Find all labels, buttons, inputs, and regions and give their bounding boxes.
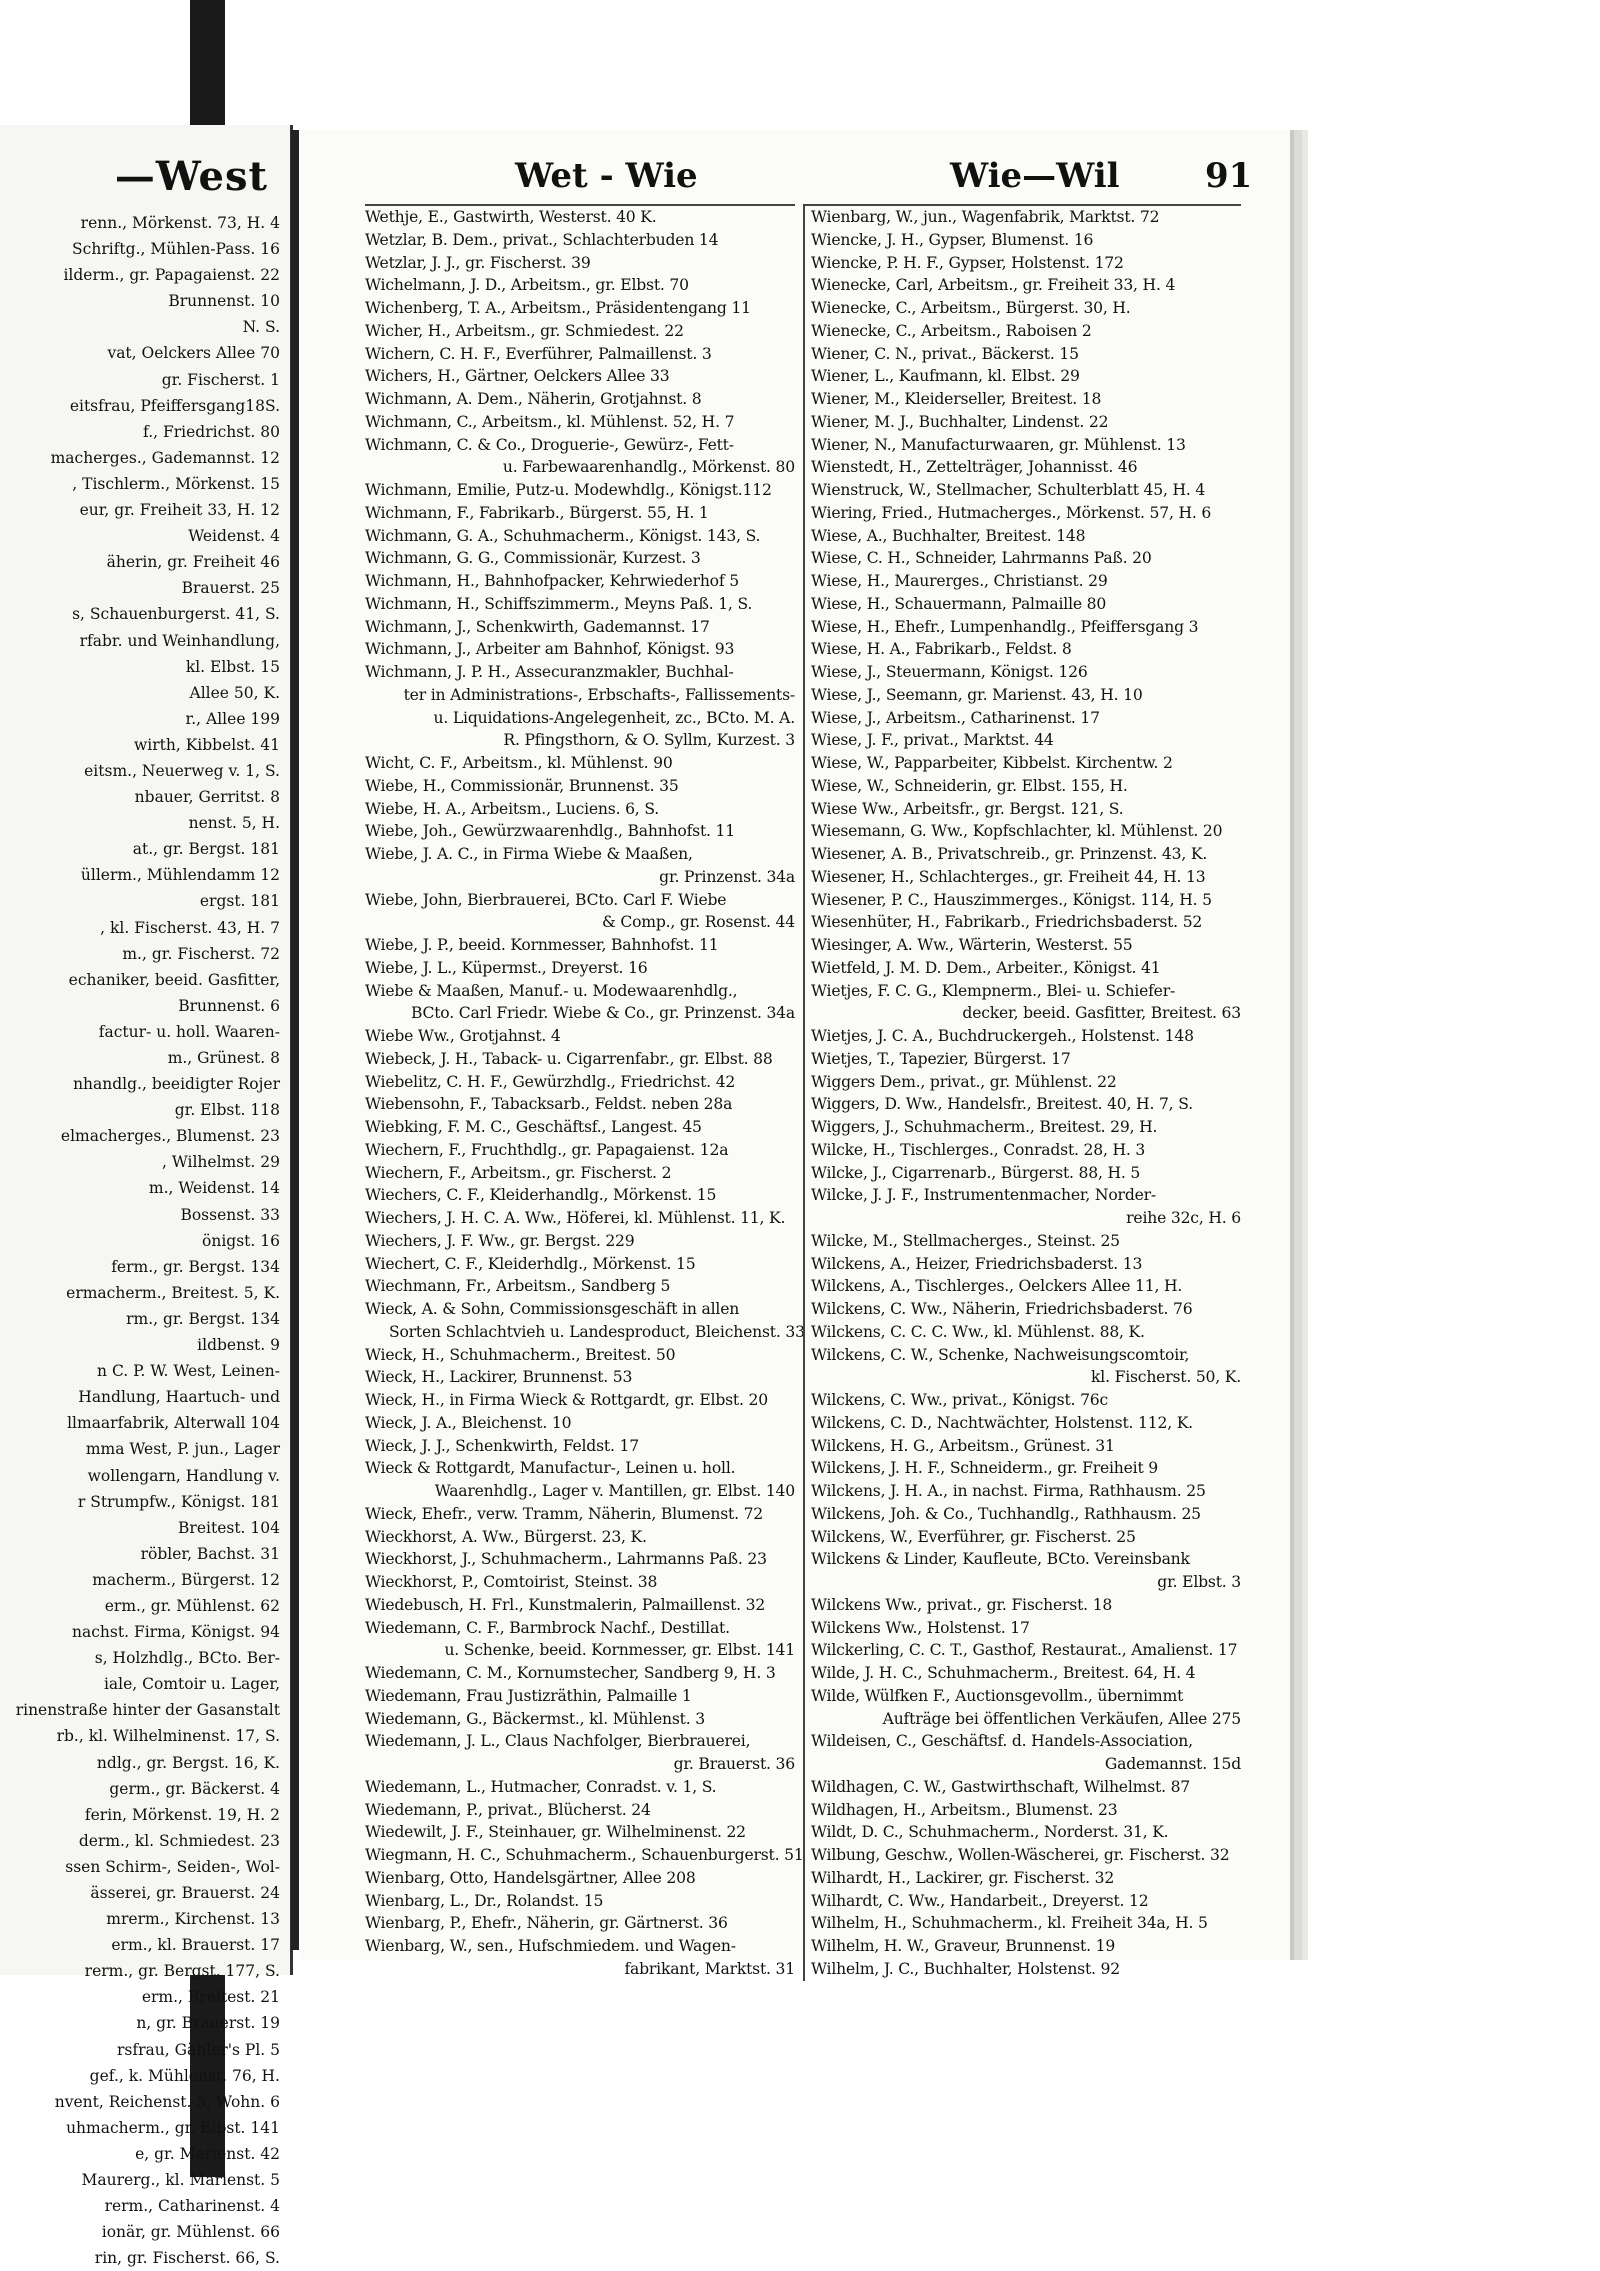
directory-entry: Wieck, H., Lackirer, Brunnenst. 53 xyxy=(365,1368,633,1387)
directory-entry: Wiese, J. F., privat., Marktst. 44 xyxy=(811,731,1054,750)
directory-entry: Wiggers, J., Schuhmacherm., Breitest. 29, H. xyxy=(811,1118,1158,1136)
directory-entry: Wiebe, J. L., Küpermst., Dreyerst. 16 xyxy=(365,958,648,977)
directory-entry: nbauer, Gerritst. 8 xyxy=(134,788,280,807)
directory-entry: r Strumpfw., Königst. 181 xyxy=(77,1492,280,1511)
directory-entry: Wiesener, P. C., Hauszimmerges., Königst. 114, H. 5 xyxy=(811,890,1212,909)
directory-entry: s, Schauenburgerst. 41, S. xyxy=(72,605,280,624)
directory-entry: rfabr. und Weinhandlung, xyxy=(79,631,280,650)
directory-entry: Wiechern, F., Fruchthdlg., gr. Papagaienst. 12a xyxy=(365,1140,729,1159)
directory-entry: Wieckhorst, J., Schuhmacherm., Lahrmanns Paß. 23 xyxy=(365,1550,767,1569)
directory-entry: Wiechers, J. F. Ww., gr. Bergst. 229 xyxy=(365,1231,635,1250)
directory-entry: m., Grünest. 8 xyxy=(167,1049,280,1067)
directory-entry: Wilde, Wülfken F., Auctionsgevollm., übernimmt xyxy=(811,1686,1184,1705)
directory-entry: Wiedemann, C. F., Barmbrock Nachf., Destillat. xyxy=(365,1618,730,1637)
directory-entry: Wieck, J. J., Schenkwirth, Feldst. 17 xyxy=(365,1436,639,1455)
directory-entry: Wiedemann, G., Bäckermst., kl. Mühlenst. 3 xyxy=(365,1709,705,1728)
directory-entry: rsfrau, Gähler's Pl. 5 xyxy=(117,2040,280,2059)
directory-entry: Wilcke, H., Tischlerges., Conradst. 28, H. 3 xyxy=(811,1140,1146,1159)
directory-entry: u. Farbewaarenhandlg., Mörkenst. 80 xyxy=(502,458,795,477)
directory-entry: Wiener, C. N., privat., Bäckerst. 15 xyxy=(811,344,1079,363)
directory-entry: Wietfeld, J. M. D. Dem., Arbeiter., Königst. 41 xyxy=(811,958,1161,977)
directory-entry: erm., gr. Mühlenst. 62 xyxy=(104,1596,280,1615)
directory-entry: ssen Schirm-, Seiden-, Wol- xyxy=(65,1857,280,1876)
directory-entry: ässerei, gr. Brauerst. 24 xyxy=(90,1884,280,1902)
directory-entry: Wilhelm, H. W., Graveur, Brunnenst. 19 xyxy=(811,1937,1116,1955)
directory-entry: Wiechern, F., Arbeitsm., gr. Fischerst. 2 xyxy=(365,1163,672,1182)
directory-entry: röbler, Bachst. 31 xyxy=(140,1544,280,1563)
directory-entry: Wiedewilt, J. F., Steinhauer, gr. Wilhelminenst. 22 xyxy=(365,1823,746,1842)
directory-entry: Wieck, H., Schuhmacherm., Breitest. 50 xyxy=(365,1345,676,1364)
directory-entry: ergst. 181 xyxy=(199,892,280,911)
directory-entry: rerm., Catharinenst. 4 xyxy=(104,2197,280,2216)
directory-entry: wirth, Kibbelst. 41 xyxy=(134,735,280,754)
directory-entry: Wilckens, W., Everführer, gr. Fischerst. 25 xyxy=(811,1527,1136,1546)
directory-entry: ildbenst. 9 xyxy=(197,1336,280,1355)
directory-entry: macherges., Gademannst. 12 xyxy=(50,448,280,467)
directory-entry: Wiener, L., Kaufmann, kl. Elbst. 29 xyxy=(811,367,1080,386)
directory-entry: BCto. Carl Friedr. Wiebe & Co., gr. Prinzenst. 34a xyxy=(410,1004,795,1023)
directory-entry: Wiesinger, A. Ww., Wärterin, Westerst. 55 xyxy=(811,936,1133,954)
directory-entry: Wichmann, H., Bahnhofpacker, Kehrwiederhof 5 xyxy=(365,572,739,590)
directory-entry: Wiebe Ww., Grotjahnst. 4 xyxy=(365,1027,561,1045)
directory-entry: iale, Comtoir u. Lager, xyxy=(103,1675,280,1694)
directory-entry: e, gr. Marienst. 42 xyxy=(135,2144,280,2163)
directory-entry: elmacherges., Blumenst. 23 xyxy=(60,1127,280,1146)
directory-entry: Wiggers Dem., privat., gr. Mühlenst. 22 xyxy=(811,1072,1117,1091)
directory-entry: factur- u. holl. Waaren- xyxy=(98,1022,280,1041)
directory-column-left xyxy=(365,204,805,1981)
directory-entry: Wiedebusch, H. Frl., Kunstmalerin, Palmaillenst. 32 xyxy=(365,1595,766,1614)
directory-entry: Wienecke, C., Arbeitsm., Raboisen 2 xyxy=(811,321,1092,340)
directory-entry: üllerm., Mühlendamm 12 xyxy=(80,866,280,885)
directory-entry: gr. Fischerst. 1 xyxy=(161,370,280,389)
directory-entry: Aufträge bei öffentlichen Verkäufen, Allee 275 xyxy=(882,1709,1241,1728)
directory-entry: decker, beeid. Gasfitter, Breitest. 63 xyxy=(962,1004,1241,1023)
directory-entry: Wichmann, J. P. H., Assecuranzmakler, Buchhal- xyxy=(365,663,734,681)
directory-entry: , kl. Fischerst. 43, H. 7 xyxy=(100,918,280,937)
directory-entry: Wilhardt, C. Ww., Handarbeit., Dreyerst. 12 xyxy=(811,1891,1149,1910)
directory-entry: Wilckens, Joh. & Co., Tuchhandlg., Rathhausm. 25 xyxy=(811,1504,1201,1523)
directory-entry: gr. Brauerst. 36 xyxy=(673,1755,795,1773)
directory-entry: Wilckens, C. Ww., Näherin, Friedrichsbaderst. 76 xyxy=(811,1300,1193,1318)
directory-entry: Wietjes, T., Tapezier, Bürgerst. 17 xyxy=(811,1049,1071,1068)
directory-entry: Wiebeck, J. H., Taback- u. Cigarrenfabr., gr. Elbst. 88 xyxy=(365,1049,773,1068)
directory-entry: kl. Elbst. 15 xyxy=(185,657,280,676)
directory-entry: ferin, Mörkenst. 19, H. 2 xyxy=(84,1805,280,1824)
directory-entry: Sorten Schlachtvieh u. Landesproduct, Bleichenst. 33 xyxy=(389,1322,805,1341)
directory-entry: Wietjes, J. C. A., Buchdruckergeh., Holstenst. 148 xyxy=(811,1027,1194,1045)
directory-entry: Wienecke, C., Arbeitsm., Bürgerst. 30, H. xyxy=(811,299,1131,317)
directory-entry: Wienecke, Carl, Arbeitsm., gr. Freiheit 33, H. 4 xyxy=(811,276,1176,295)
left-page xyxy=(0,125,293,2268)
directory-entry: s, Holzhdlg., BCto. Ber- xyxy=(94,1649,280,1668)
directory-entry: Wiese, H. A., Fabrikarb., Feldst. 8 xyxy=(811,640,1072,659)
directory-entry: Wichmann, H., Schiffszimmerm., Meyns Paß. 1, S. xyxy=(365,594,753,613)
directory-entry: Wetzlar, J. J., gr. Fischerst. 39 xyxy=(365,253,591,272)
directory-entry: ndlg., gr. Bergst. 16, K. xyxy=(96,1753,280,1772)
directory-entry: reihe 32c, H. 6 xyxy=(1126,1209,1241,1227)
directory-entry: Wilhelm, J. C., Buchhalter, Holstenst. 92 xyxy=(811,1959,1120,1978)
directory-entry: Wicher, H., Arbeitsm., gr. Schmiedest. 22 xyxy=(365,321,684,340)
directory-entry: Wilckens & Linder, Kaufleute, BCto. Vereinsbank xyxy=(811,1550,1190,1569)
directory-entry: Wienbarg, L., Dr., Rolandst. 15 xyxy=(365,1891,604,1910)
directory-entry: Wiebe & Maaßen, Manuf.- u. Modewaarenhdlg., xyxy=(365,981,738,1000)
directory-entry: Wilde, J. H. C., Schuhmacherm., Breitest. 64, H. 4 xyxy=(811,1664,1196,1682)
directory-entry: Brunnenst. 10 xyxy=(168,292,280,311)
directory-entry: Wienbarg, Otto, Handelsgärtner, Allee 208 xyxy=(365,1868,696,1887)
directory-entry: Wiebelitz, C. H. F., Gewürzhdlg., Friedrichst. 42 xyxy=(365,1072,736,1091)
directory-entry: Breitest. 104 xyxy=(178,1518,280,1537)
directory-entry: Wichmann, J., Schenkwirth, Gademannst. 17 xyxy=(365,617,710,636)
directory-entry: Wilcke, J., Cigarrenarb., Bürgerst. 88, H. 5 xyxy=(811,1163,1141,1182)
directory-entry: Wiese, J., Seemann, gr. Marienst. 43, H. 10 xyxy=(811,685,1143,704)
directory-entry: Wichmann, G. A., Schuhmacherm., Königst. 143, S. xyxy=(365,526,761,545)
directory-entry: Wilckens, A., Tischlerges., Oelckers Allee 11, H. xyxy=(811,1277,1183,1296)
directory-entry: at., gr. Bergst. 181 xyxy=(132,840,280,859)
directory-entry: Wichmann, G. G., Commissionär, Kurzest. 3 xyxy=(365,549,701,568)
directory-entry: Wilcke, J. J. F., Instrumentenmacher, Norder- xyxy=(811,1186,1156,1205)
directory-entry: Wilckens, C. D., Nachtwächter, Holstenst. 112, K. xyxy=(811,1413,1193,1432)
directory-entry: Wiese, J., Steuermann, Königst. 126 xyxy=(811,663,1088,681)
directory-entry: Wiese, W., Schneiderin, gr. Elbst. 155, H. xyxy=(811,776,1128,795)
directory-entry: & Comp., gr. Rosenst. 44 xyxy=(601,913,795,932)
directory-entry: germ., gr. Bäckerst. 4 xyxy=(109,1779,280,1798)
directory-entry: Wiesener, H., Schlachterges., gr. Freiheit 44, H. 13 xyxy=(811,867,1206,886)
directory-entry: Wilcke, M., Stellmacherges., Steinst. 25 xyxy=(811,1231,1120,1250)
directory-entry: Wienstruck, W., Stellmacher, Schulterblatt 45, H. 4 xyxy=(811,481,1206,499)
directory-entry: Wiesenhüter, H., Fabrikarb., Friedrichsbaderst. 52 xyxy=(811,913,1203,932)
directory-entry: Allee 50, K. xyxy=(189,683,280,702)
directory-entry: Wilbung, Geschw., Wollen-Wäscherei, gr. Fischerst. 32 xyxy=(811,1846,1230,1864)
directory-entry: Wilckens, A., Heizer, Friedrichsbaderst. 13 xyxy=(811,1254,1143,1273)
directory-entry: Wiener, M., Kleiderseller, Breitest. 18 xyxy=(811,390,1102,408)
directory-entry: Wieck, J. A., Bleichenst. 10 xyxy=(365,1413,572,1432)
directory-entry: Wichmann, C. & Co., Droguerie-, Gewürz-, Fett- xyxy=(365,435,734,454)
directory-entry: Wildhagen, C. W., Gastwirthschaft, Wilhelmst. 87 xyxy=(811,1777,1191,1796)
directory-entry: u. Liquidations-Angelegenheit, zc., BCto. M. A. xyxy=(433,708,795,727)
directory-entry: Gademannst. 15d xyxy=(1104,1755,1241,1773)
directory-entry: Wichern, C. H. F., Everführer, Palmaillenst. 3 xyxy=(365,344,712,363)
directory-entry: Wichenberg, T. A., Arbeitsm., Präsidentengang 11 xyxy=(365,299,751,317)
directory-entry: m., Weidenst. 14 xyxy=(148,1179,280,1198)
left-page-heading: —West xyxy=(114,153,268,200)
directory-entry: Wiedemann, J. L., Claus Nachfolger, Bierbrauerei, xyxy=(365,1732,751,1751)
directory-entry: Wiencke, J. H., Gypser, Blumenst. 16 xyxy=(811,230,1094,249)
directory-entry: Wildhagen, H., Arbeitsm., Blumenst. 23 xyxy=(811,1800,1118,1819)
directory-entry: Brauerst. 25 xyxy=(181,579,280,598)
directory-entry: , Tischlerm., Mörkenst. 15 xyxy=(72,474,280,493)
directory-entry: Brunnenst. 6 xyxy=(178,996,280,1015)
directory-entry: macherm., Bürgerst. 12 xyxy=(92,1570,280,1589)
directory-entry: Wiggers, D. Ww., Handelsfr., Breitest. 40, H. 7, S. xyxy=(811,1095,1193,1114)
directory-entry: renn., Mörkenst. 73, H. 4 xyxy=(80,214,280,232)
directory-entry: Wieckhorst, A. Ww., Bürgerst. 23, K. xyxy=(365,1527,647,1546)
directory-entry: gr. Elbst. 3 xyxy=(1157,1573,1241,1591)
directory-entry: Wilckens, C. C. C. Ww., kl. Mühlenst. 88, K. xyxy=(811,1322,1145,1341)
directory-entry: rb., kl. Wilhelminenst. 17, S. xyxy=(56,1727,280,1746)
directory-entry: rinenstraße hinter der Gasanstalt xyxy=(15,1701,280,1720)
directory-entry: n C. P. W. West, Leinen- xyxy=(97,1362,280,1381)
page-heading-left: Wet - Wie xyxy=(515,156,698,196)
directory-entry: Maurerg., kl. Marienst. 5 xyxy=(81,2171,280,2190)
directory-entry: önigst. 16 xyxy=(202,1231,280,1250)
directory-entry: Wilckerling, C. C. T., Gasthof, Restaurat., Amalienst. 17 xyxy=(811,1641,1238,1660)
directory-entry: ermacherm., Breitest. 5, K. xyxy=(66,1283,280,1302)
left-page-entries xyxy=(0,210,280,2271)
directory-entry: R. Pfingsthorn, & O. Syllm, Kurzest. 3 xyxy=(503,731,795,750)
page-heading-right: Wie—Wil xyxy=(950,156,1120,196)
directory-entry: Wichmann, F., Fabrikarb., Bürgerst. 55, H. 1 xyxy=(365,503,709,522)
directory-entry: Wiese, H., Ehefr., Lumpenhandlg., Pfeiffersgang 3 xyxy=(811,617,1199,636)
directory-entry: Wiebensohn, F., Tabacksarb., Feldst. neben 28a xyxy=(365,1095,733,1114)
directory-entry: Wiesener, A. B., Privatschreib., gr. Prinzenst. 43, K. xyxy=(811,845,1208,863)
directory-entry: Wienbarg, W., jun., Wagenfabrik, Marktst. 72 xyxy=(811,208,1160,226)
directory-entry: Wieck, Ehefr., verw. Tramm, Näherin, Blumenst. 72 xyxy=(365,1504,764,1523)
directory-entry: erm., Breitest. 21 xyxy=(141,1988,280,2007)
directory-entry: Wietjes, F. C. G., Klempnerm., Blei- u. Schiefer- xyxy=(811,981,1176,1000)
directory-entry: Wilhelm, H., Schuhmacherm., kl. Freiheit 34a, H. 5 xyxy=(811,1914,1208,1933)
directory-entry: Wiese, A., Buchhalter, Breitest. 148 xyxy=(811,526,1086,545)
directory-entry: Wienbarg, W., sen., Hufschmiedem. und Wagen- xyxy=(365,1937,736,1955)
directory-entry: echaniker, beeid. Gasfitter, xyxy=(68,970,280,989)
directory-entry: ter in Administrations-, Erbschafts-, Fallissements- xyxy=(403,685,795,704)
directory-entry: Handlung, Haartuch- und xyxy=(78,1388,280,1407)
directory-entry: , Wilhelmst. 29 xyxy=(162,1153,280,1172)
directory-entry: rerm., gr. Bergst. 177, S. xyxy=(84,1962,280,1981)
directory-entry: Weidenst. 4 xyxy=(188,527,280,546)
directory-entry: Wiebe, H., Commissionär, Brunnenst. 35 xyxy=(365,776,679,795)
directory-entry: ionär, gr. Mühlenst. 66 xyxy=(101,2223,280,2242)
directory-entry: wollengarn, Handlung v. xyxy=(87,1466,280,1485)
directory-entry: uhmacherm., gr. Elbst. 141 xyxy=(66,2118,280,2137)
page-number: 91 xyxy=(1205,156,1253,196)
directory-entry: Wiese, H., Schauermann, Palmaille 80 xyxy=(811,594,1107,613)
directory-column-right xyxy=(803,204,1241,1981)
directory-entry: Wienbarg, P., Ehefr., Näherin, gr. Gärtnerst. 36 xyxy=(365,1914,728,1933)
directory-entry: kl. Fischerst. 50, K. xyxy=(1091,1368,1241,1387)
directory-entry: eur, gr. Freiheit 33, H. 12 xyxy=(79,501,280,520)
directory-entry: r., Allee 199 xyxy=(185,709,280,728)
directory-entry: eitsm., Neuerweg v. 1, S. xyxy=(84,761,280,780)
directory-entry: Wieck, A. & Sohn, Commissionsgeschäft in allen xyxy=(365,1300,740,1318)
directory-entry: Wilckens, H. G., Arbeitsm., Grünest. 31 xyxy=(811,1436,1115,1455)
directory-entry: Wiesemann, G. Ww., Kopfschlachter, kl. Mühlenst. 20 xyxy=(811,822,1223,841)
directory-entry: nachst. Firma, Königst. 94 xyxy=(72,1623,280,1642)
directory-entry: f., Friedrichst. 80 xyxy=(143,422,280,441)
directory-entry: Wichers, H., Gärtner, Oelckers Allee 33 xyxy=(365,367,670,386)
directory-entry: Wiebe, John, Bierbrauerei, BCto. Carl F. Wiebe xyxy=(365,890,727,909)
directory-entry: Schriftg., Mühlen-Pass. 16 xyxy=(72,240,280,259)
directory-entry: Wiechmann, Fr., Arbeitsm., Sandberg 5 xyxy=(365,1277,671,1296)
directory-entry: Wilckens, J. H. F., Schneiderm., gr. Freiheit 9 xyxy=(811,1459,1158,1478)
directory-entry: nhandlg., beeidigter Rojer xyxy=(73,1075,280,1094)
directory-entry: Waarenhdlg., Lager v. Mantillen, gr. Elbst. 140 xyxy=(434,1482,795,1500)
directory-entry: Wiechert, C. F., Kleiderhdlg., Mörkenst. 15 xyxy=(365,1254,696,1273)
directory-entry: vat, Oelckers Allee 70 xyxy=(107,344,280,363)
book-gutter xyxy=(291,130,299,1950)
directory-entry: Wilckens Ww., privat., gr. Fischerst. 18 xyxy=(811,1595,1113,1614)
directory-entry: Wichmann, Emilie, Putz-u. Modewhdlg., Königst.112 xyxy=(365,481,772,499)
directory-entry: Wiencke, P. H. F., Gypser, Holstenst. 172 xyxy=(811,253,1124,272)
directory-entry: Wichmann, J., Arbeiter am Bahnhof, Königst. 93 xyxy=(365,640,735,659)
directory-entry: Wiedemann, C. M., Kornumstecher, Sandberg 9, H. 3 xyxy=(365,1664,776,1682)
directory-entry: gr. Prinzenst. 34a xyxy=(659,867,795,886)
directory-entry: Wienstedt, H., Zettelträger, Johannisst. 46 xyxy=(811,458,1138,477)
directory-entry: Wiedemann, Frau Justizräthin, Palmaille 1 xyxy=(365,1686,692,1705)
directory-entry: erm., kl. Brauerst. 17 xyxy=(111,1936,280,1955)
directory-entry: Wilckens, C. W., Schenke, Nachweisungscomtoir, xyxy=(811,1345,1190,1364)
directory-entry: Wiebking, F. M. C., Geschäftsf., Langest. 45 xyxy=(365,1118,702,1136)
directory-entry: Wieck, H., in Firma Wieck & Rottgardt, gr. Elbst. 20 xyxy=(365,1391,768,1409)
directory-entry: Wichmann, A. Dem., Näherin, Grotjahnst. 8 xyxy=(365,390,702,408)
directory-entry: Wiedemann, L., Hutmacher, Conradst. v. 1, S. xyxy=(365,1777,717,1796)
directory-entry: Wiebe, J. A. C., in Firma Wiebe & Maaßen, xyxy=(365,845,693,863)
directory-entry: Wildeisen, C., Geschäftsf. d. Handels-Association, xyxy=(811,1732,1193,1751)
directory-entry: Wiechers, C. F., Kleiderhandlg., Mörkenst. 15 xyxy=(365,1186,717,1205)
directory-entry: Wiering, Fried., Hutmacherges., Mörkenst. 57, H. 6 xyxy=(811,503,1212,522)
directory-entry: Wiese, C. H., Schneider, Lahrmanns Paß. 20 xyxy=(811,549,1152,568)
directory-entry: Wilckens, C. Ww., privat., Königst. 76c xyxy=(811,1391,1109,1409)
right-page xyxy=(300,130,1294,1978)
directory-entry: nenst. 5, H. xyxy=(188,814,280,833)
directory-entry: äherin, gr. Freiheit 46 xyxy=(106,553,280,572)
directory-entry: fabrikant, Marktst. 31 xyxy=(624,1959,795,1978)
directory-entry: mrerm., Kirchenst. 13 xyxy=(106,1910,280,1929)
directory-entry: Wiese, W., Papparbeiter, Kibbelst. Kirchentw. 2 xyxy=(811,754,1173,772)
directory-entry: Wiegmann, H. C., Schuhmacherm., Schauenburgerst. 51 xyxy=(365,1846,804,1864)
directory-entry: derm., kl. Schmiedest. 23 xyxy=(78,1831,280,1850)
directory-entry: Wieckhorst, P., Comtoirist, Steinst. 38 xyxy=(365,1573,658,1591)
directory-entry: Bossenst. 33 xyxy=(180,1205,280,1224)
directory-entry: Wiener, N., Manufacturwaaren, gr. Mühlenst. 13 xyxy=(811,435,1186,454)
directory-entry: rm., gr. Bergst. 134 xyxy=(126,1309,280,1328)
directory-entry: Wichelmann, J. D., Arbeitsm., gr. Elbst. 70 xyxy=(365,276,689,295)
directory-entry: Wilhardt, H., Lackirer, gr. Fischerst. 32 xyxy=(811,1868,1115,1887)
directory-entry: Wethje, E., Gastwirth, Westerst. 40 K. xyxy=(365,208,657,226)
directory-entry: Wicht, C. F., Arbeitsm., kl. Mühlenst. 90 xyxy=(365,754,673,772)
directory-entry: ferm., gr. Bergst. 134 xyxy=(111,1257,280,1276)
directory-entry: Wilckens Ww., Holstenst. 17 xyxy=(811,1618,1030,1637)
directory-entry: Wiese Ww., Arbeitsfr., gr. Bergst. 121, S. xyxy=(811,799,1124,818)
directory-entry: Wiebe, J. P., beeid. Kornmesser, Bahnhofst. 11 xyxy=(365,936,719,954)
directory-entry: Wiebe, H. A., Arbeitsm., Luciens. 6, S. xyxy=(365,799,660,818)
directory-entry: Wiedemann, P., privat., Blücherst. 24 xyxy=(365,1800,651,1819)
directory-entry: gr. Elbst. 118 xyxy=(174,1101,280,1120)
directory-entry: Wilckens, J. H. A., in nachst. Firma, Rathhausm. 25 xyxy=(811,1482,1206,1500)
directory-entry: Wiener, M. J., Buchhalter, Lindenst. 22 xyxy=(811,412,1109,431)
directory-entry: Wichmann, C., Arbeitsm., kl. Mühlenst. 52, H. 7 xyxy=(365,412,735,431)
directory-entry: rin, gr. Fischerst. 66, S. xyxy=(94,2249,280,2268)
directory-entry: N. S. xyxy=(242,318,280,337)
directory-entry: u. Schenke, beeid. Kornmesser, gr. Elbst. 141 xyxy=(444,1641,795,1660)
directory-entry: Wiechers, J. H. C. A. Ww., Höferei, kl. Mühlenst. 11, K. xyxy=(365,1209,786,1227)
directory-entry: ilderm., gr. Papagaienst. 22 xyxy=(63,266,280,285)
directory-entry: gef., k. Mühlenst. 76, H. xyxy=(89,2066,280,2085)
directory-entry: mma West, P. jun., Lager xyxy=(85,1440,280,1459)
directory-entry: Wieck & Rottgardt, Manufactur-, Leinen u. holl. xyxy=(365,1459,736,1478)
directory-entry: Wetzlar, B. Dem., privat., Schlachterbuden 14 xyxy=(365,230,719,249)
directory-entry: Wiese, J., Arbeitsm., Catharinenst. 17 xyxy=(811,708,1100,727)
directory-entry: Wiebe, Joh., Gewürzwaarenhdlg., Bahnhofst. 11 xyxy=(365,822,735,841)
directory-entry: eitsfrau, Pfeiffersgang18S. xyxy=(69,396,280,415)
directory-entry: n, gr. Brauerst. 19 xyxy=(136,2014,280,2033)
directory-entry: Wiese, H., Maurerges., Christianst. 29 xyxy=(811,572,1108,590)
directory-entry: llmaarfabrik, Alterwall 104 xyxy=(67,1414,280,1433)
directory-entry: m., gr. Fischerst. 72 xyxy=(122,944,280,963)
directory-entry: nvent, Reichenst. 5, Wohn. 6 xyxy=(54,2092,280,2111)
directory-entry: Wildt, D. C., Schuhmacherm., Norderst. 31, K. xyxy=(811,1823,1169,1842)
